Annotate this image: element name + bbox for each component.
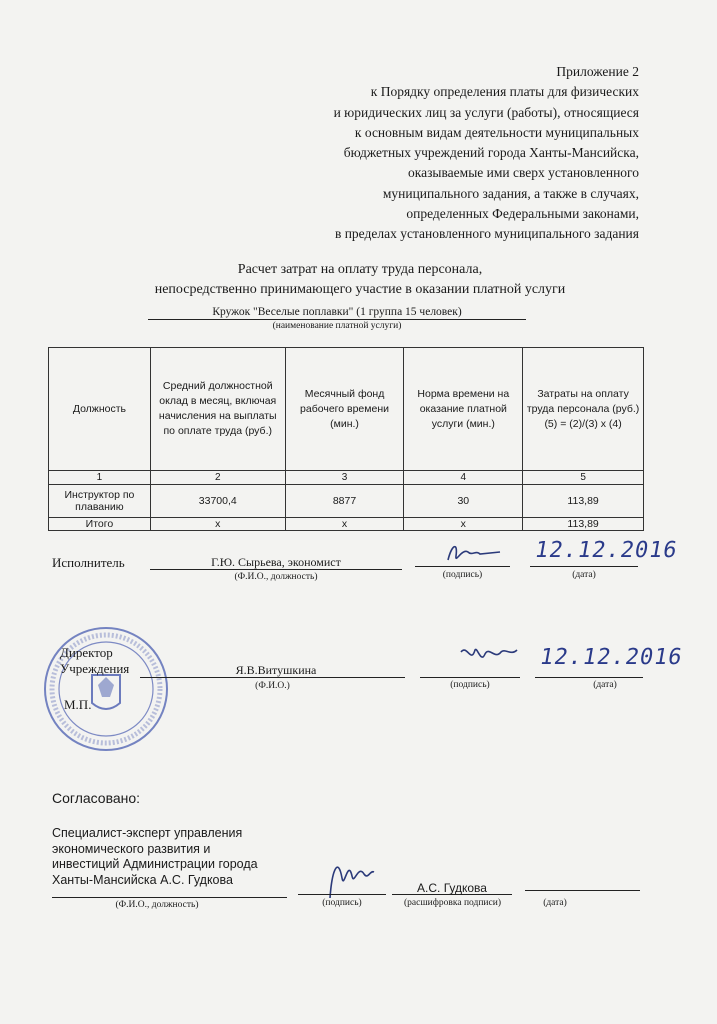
document-title — [40, 260, 680, 300]
col-header-norm: Норма времени на оказание платной услуги (мин.) — [404, 348, 523, 471]
col-number: 1 — [49, 471, 151, 485]
table-cell: 113,89 — [523, 518, 644, 531]
approval-signature — [318, 850, 378, 905]
title-line-2: непосредственно принимающего участие в оказании платной услуги — [154, 282, 566, 297]
header-line: и юридических лиц за услуги (работы), относящиеся — [333, 104, 639, 120]
table-number-row — [49, 471, 644, 485]
header-line: Приложение 2 — [556, 64, 639, 79]
col-header-salary: Средний должностной оклад в месяц, включая начисления на выплаты по оплате труда (руб.) — [150, 348, 285, 471]
executor-name: Г.Ю. Сырьева, экономист — [211, 555, 341, 569]
header-line: к основным видам деятельности муниципальных — [354, 124, 639, 140]
director-label-line1: Директор — [60, 645, 113, 660]
table-header-row — [49, 348, 644, 471]
header-line: определенных Федеральными законами, — [406, 206, 639, 222]
director-name: Я.В.Витушкина — [235, 663, 317, 677]
approval-name-caption: (Ф.И.О., должность) — [115, 900, 199, 910]
approval-decoding: А.С. Гудкова — [417, 881, 487, 895]
approval-name-line — [52, 897, 287, 898]
cost-table — [48, 347, 644, 531]
table-cell: Итого — [49, 518, 151, 531]
approval-sign-line — [298, 894, 386, 895]
table-cell: х — [285, 518, 404, 531]
table-cell: Инструктор по плаванию — [49, 485, 151, 518]
document-header — [219, 62, 639, 245]
executor-signature — [440, 538, 510, 570]
header-line: в пределах установленного муниципального задания — [334, 226, 639, 242]
title-line-1: Расчет затрат на оплату труда персонала, — [237, 262, 483, 277]
table-cell: 30 — [404, 485, 523, 518]
table-cell: 8877 — [285, 485, 404, 518]
director-sign-caption: (подпись) — [450, 680, 490, 690]
approval-date-caption: (дата) — [543, 898, 567, 908]
col-number: 5 — [523, 471, 644, 485]
table-cell: 113,89 — [523, 485, 644, 518]
director-name-line — [140, 677, 405, 678]
director-date-line — [535, 677, 643, 678]
approval-decoding-line — [392, 894, 512, 895]
table-cell: х — [404, 518, 523, 531]
approval-sign-caption: (подпись) — [322, 898, 362, 908]
executor-label: Исполнитель — [52, 555, 125, 570]
executor-name-line — [150, 569, 402, 570]
director-label-line2: Учреждения — [60, 661, 130, 676]
executor-date-line — [530, 566, 638, 567]
director-name-caption: (Ф.И.О.) — [255, 681, 290, 691]
executor-sign-caption: (подпись) — [442, 570, 483, 580]
service-name: Кружок "Веселые поплавки" (1 группа 15 человек) — [148, 305, 526, 320]
approval-label: Согласовано: — [52, 790, 141, 806]
approval-specialist: Специалист-эксперт управления экономического развития и инвестиций Администрации города Ханты-Мансийска А.С. Гудкова — [52, 826, 258, 887]
col-header-position: Должность — [49, 348, 151, 471]
header-line: бюджетных учреждений города Ханты-Мансийска, — [343, 145, 639, 161]
table-cell: 33700,4 — [150, 485, 285, 518]
executor-name-caption: (Ф.И.О., должность) — [234, 572, 318, 582]
executor-date-caption: (дата) — [572, 570, 596, 580]
header-line: оказываемые ими сверх установленного — [407, 165, 639, 181]
executor-date: 12.12.2016 — [532, 538, 680, 563]
table-total-row — [49, 518, 644, 531]
col-header-fund: Месячный фонд рабочего времени (мин.) — [285, 348, 404, 471]
col-header-costs: Затраты на оплату труда персонала (руб.) (5) = (2)/(3) х (4) — [523, 348, 644, 471]
col-number: 4 — [404, 471, 523, 485]
director-sign-line — [420, 677, 520, 678]
col-number: 3 — [285, 471, 404, 485]
seal-mark: М.П. — [64, 697, 92, 712]
header-line: муниципального задания, а также в случаях, — [382, 185, 639, 201]
col-number: 2 — [150, 471, 285, 485]
director-date: 12.12.2016 — [537, 645, 685, 670]
table-cell: х — [150, 518, 285, 531]
approval-decoding-caption: (расшифровка подписи) — [404, 898, 501, 908]
header-line: к Порядку определения платы для физических — [370, 84, 639, 100]
director-date-caption: (дата) — [593, 680, 617, 690]
table-row — [49, 485, 644, 518]
director-signature — [455, 640, 525, 672]
service-caption: (наименование платной услуги) — [272, 321, 402, 331]
approval-date-line — [525, 890, 640, 891]
